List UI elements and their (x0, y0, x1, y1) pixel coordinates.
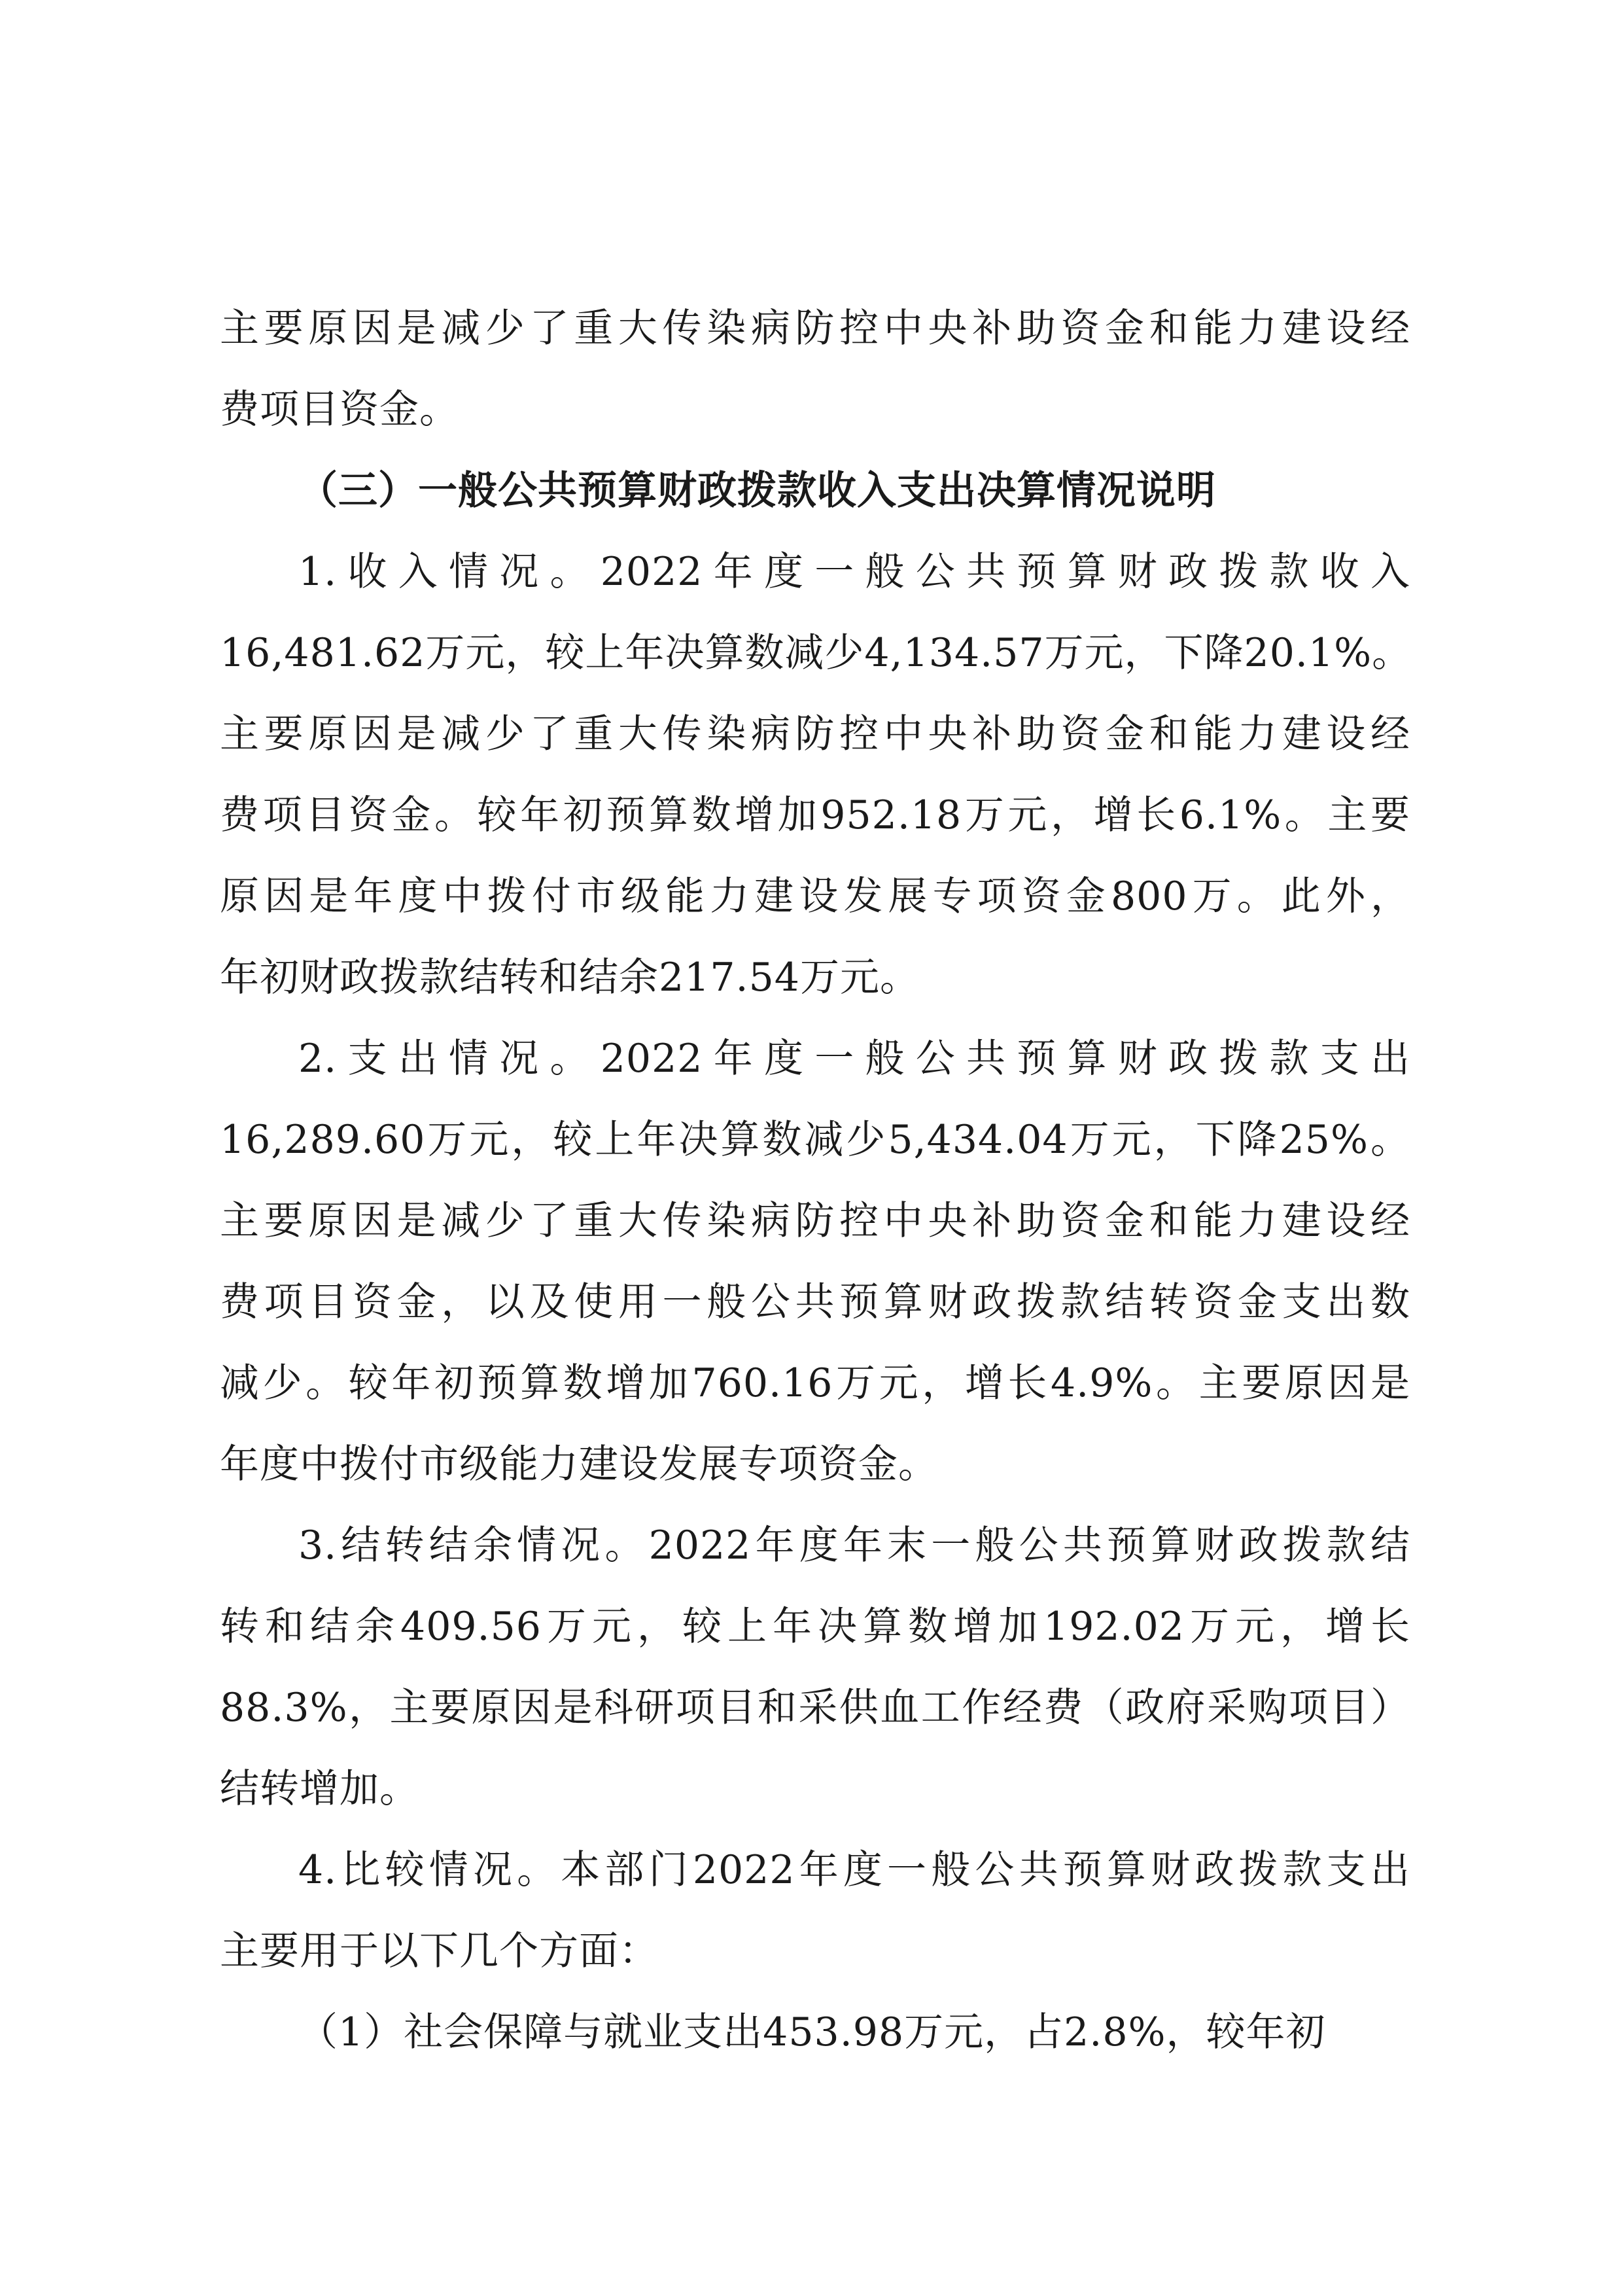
text-line-9: 年初财政拨款结转和结余217.54万元。 (220, 955, 920, 1000)
document-body (220, 288, 1410, 2073)
text-line-13: 费项目资金，以及使用一般公共预算财政拨款结转资金支出数 (220, 1279, 1410, 1325)
text-line-22: （1）社会保障与就业支出453.98万元，占2.8%，较年初 (298, 2009, 1326, 2055)
text-line-17: 转和结余409.56万元，较上年决算数增加192.02万元，增长 (220, 1604, 1410, 1650)
text-line-14: 减少。较年初预算数增加760.16万元，增长4.9%。主要原因是 (220, 1360, 1410, 1406)
text-line-20: 4.比较情况。本部门2022年度一般公共预算财政拨款支出 (298, 1847, 1410, 1893)
text-line-5: 16,481.62万元，较上年决算数减少4,134.57万元，下降20.1%。 (220, 630, 1412, 676)
section-heading: （三）一般公共预算财政拨款收入支出决算情况说明 (298, 468, 1216, 514)
text-line-4: 1.收入情况。2022年度一般公共预算财政拨款收入 (298, 549, 1410, 595)
text-line-7: 费项目资金。较年初预算数增加952.18万元，增长6.1%。主要 (220, 792, 1410, 838)
text-line-15: 年度中拨付市级能力建设发展专项资金。 (220, 1441, 938, 1487)
text-line-11: 16,289.60万元，较上年决算数减少5,434.04万元，下降25%。 (220, 1117, 1410, 1163)
text-line-12: 主要原因是减少了重大传染病防控中央补助资金和能力建设经 (220, 1198, 1410, 1244)
text-line-10: 2.支出情况。2022年度一般公共预算财政拨款支出 (298, 1036, 1410, 1082)
text-line-1: 主要原因是减少了重大传染病防控中央补助资金和能力建设经 (220, 306, 1410, 351)
text-line-19: 结转增加。 (220, 1766, 419, 1812)
text-line-16: 3.结转结余情况。2022年度年末一般公共预算财政拨款结 (298, 1523, 1410, 1568)
text-line-6: 主要原因是减少了重大传染病防控中央补助资金和能力建设经 (220, 711, 1410, 757)
text-line-18: 88.3%，主要原因是科研项目和采供血工作经费（政府采购项目） (220, 1685, 1410, 1731)
text-line-8: 原因是年度中拨付市级能力建设发展专项资金800万。此外， (220, 874, 1410, 919)
text-line-21: 主要用于以下几个方面： (220, 1928, 659, 1974)
text-line-2: 费项目资金。 (220, 387, 459, 433)
